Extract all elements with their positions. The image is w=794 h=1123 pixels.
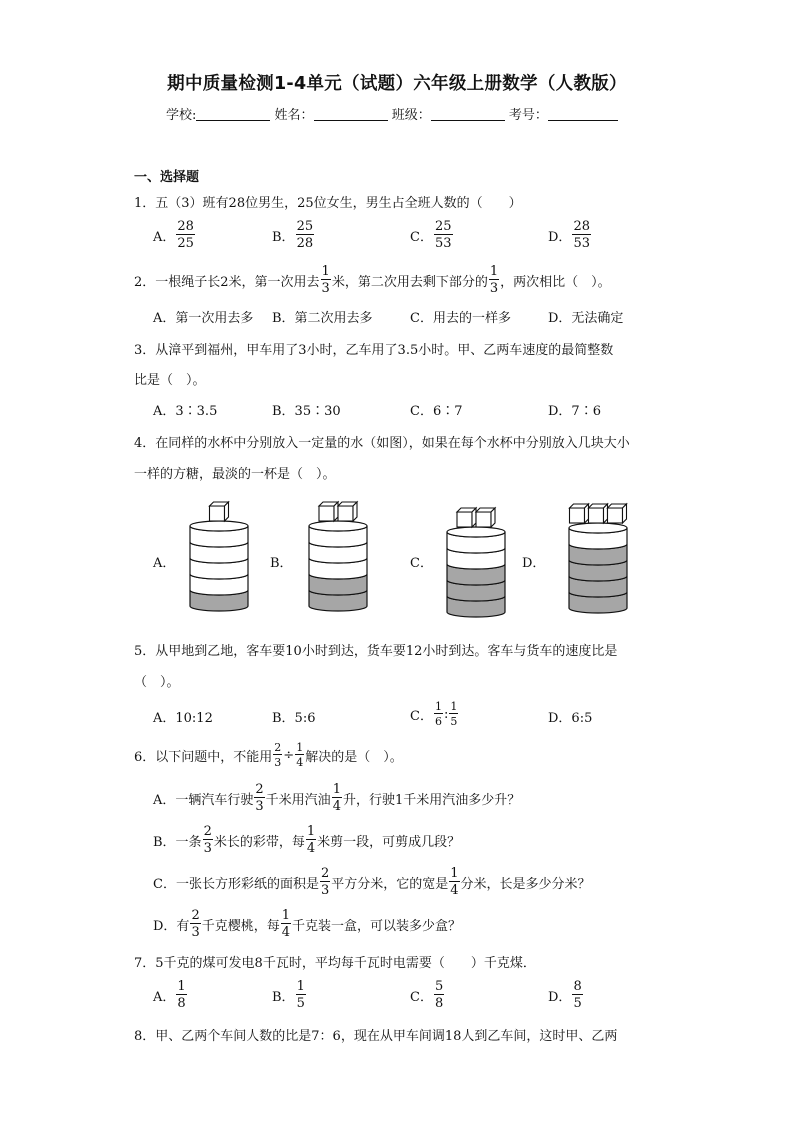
option-label: A． (153, 229, 176, 245)
numerator: 25 (434, 219, 452, 234)
fraction (489, 265, 499, 295)
fraction (296, 980, 306, 1010)
school-label: 学校: (166, 108, 197, 123)
name-label: 姓名： (274, 108, 314, 123)
denominator: 4 (450, 883, 459, 898)
cube-front (589, 508, 604, 523)
option-text: 米剪一段，可剪成几段？ (317, 834, 461, 850)
numerator: 2 (191, 908, 200, 923)
question-5-line-2: （ ）。 (134, 675, 180, 690)
cube-front (476, 512, 491, 527)
fraction (572, 980, 582, 1010)
denominator: 3 (274, 756, 282, 769)
option-text: 千克樱桃，每 (201, 918, 280, 934)
q6-option-c[interactable] (153, 867, 591, 897)
section-heading: 一、选择题 (134, 170, 200, 185)
stem-text: 2．一根绳子长2米，第一次用去 (134, 274, 320, 290)
cube-front (210, 506, 225, 521)
q5-option-d[interactable]: D．6:5 (548, 711, 593, 726)
q3-option-b[interactable]: B．35∶30 (272, 404, 341, 419)
q5-option-a[interactable]: A．10:12 (153, 711, 213, 726)
question-6-stem (134, 742, 403, 768)
cup-figure-d (558, 498, 638, 614)
q6-option-b[interactable] (153, 825, 460, 855)
numerator: 5 (434, 979, 444, 994)
option-label: A． (153, 989, 176, 1005)
question-4-line-2: 一样的方糖，最淡的一杯是（ ）。 (134, 467, 336, 482)
option-text: A．一辆汽车行驶 (153, 792, 254, 808)
denominator: 4 (332, 799, 341, 814)
q6-option-d[interactable] (153, 909, 461, 939)
stem-text: ，两次相比（ ）。 (500, 274, 611, 290)
cube-front (608, 508, 623, 523)
fraction (321, 265, 331, 295)
cube-front (570, 508, 585, 523)
fraction (176, 220, 195, 250)
fraction (449, 867, 459, 897)
cup-rim (569, 523, 627, 533)
cube-side (585, 504, 589, 523)
fraction (190, 909, 200, 939)
fraction (306, 825, 316, 855)
cube-front (319, 506, 334, 521)
numerator: 2 (203, 824, 212, 839)
q6-option-a[interactable] (153, 783, 520, 813)
numerator: 8 (573, 979, 582, 994)
cube-side (225, 502, 229, 521)
q7-option-b[interactable] (272, 980, 307, 1010)
q3-option-a[interactable]: A．3∶3.5 (153, 404, 218, 419)
option-text: 千米用汽油 (265, 792, 331, 808)
numerator: 1 (306, 824, 316, 839)
cube-side (472, 508, 476, 527)
denominator: 5 (450, 715, 458, 728)
numerator: 2 (255, 782, 264, 797)
option-text: 升，行驶1千米用汽油多少升？ (342, 792, 521, 808)
cube-side (491, 508, 495, 527)
denominator: 53 (434, 236, 452, 251)
q7-option-a[interactable] (153, 980, 188, 1010)
denominator: 53 (573, 236, 590, 251)
cup-figure-a (184, 494, 254, 612)
option-label: D． (548, 229, 572, 245)
option-label: D． (548, 989, 572, 1005)
q2-option-d[interactable]: D．无法确定 (548, 311, 624, 326)
denominator: 3 (255, 799, 264, 814)
divide-sign: ÷ (283, 747, 295, 763)
numerator: 1 (296, 741, 304, 754)
cube-side (623, 504, 627, 523)
option-text: 分米，长是多少分米？ (460, 876, 591, 892)
cup-figure-b (303, 496, 373, 612)
q4-option-b-label[interactable]: B． (270, 556, 293, 571)
cube-side (353, 502, 357, 521)
denominator: 4 (296, 756, 304, 769)
number-label: 考号： (508, 108, 548, 123)
fraction (254, 783, 264, 813)
q1-option-d[interactable] (548, 220, 592, 250)
q2-option-a[interactable]: A．第一次用去多 (153, 311, 254, 326)
question-1-stem: 1．五（3）班有28位男生，25位女生，男生占全班人数的（ ） (134, 196, 522, 211)
cup-figure-c (441, 504, 511, 618)
fraction (281, 909, 291, 939)
denominator: 3 (203, 841, 212, 856)
denominator: 4 (306, 841, 316, 856)
option-text: 千克装一盒，可以装多少盒？ (292, 918, 462, 934)
page-title: 期中质量检测1-4单元（试题）六年级上册数学（人教版） (167, 74, 627, 94)
numerator: 1 (177, 979, 186, 994)
q1-option-c[interactable] (410, 220, 454, 250)
numerator: 25 (296, 219, 314, 234)
denominator: 28 (296, 236, 314, 251)
cube-side (334, 502, 338, 521)
denominator: 3 (321, 281, 330, 296)
numerator: 28 (573, 219, 590, 234)
sugar-cube-icon (457, 508, 476, 527)
cube-front (457, 512, 472, 527)
cube-front (338, 506, 353, 521)
denominator: 3 (191, 925, 200, 940)
denominator: 5 (573, 996, 582, 1011)
denominator: 5 (296, 996, 305, 1011)
class-blank[interactable] (431, 108, 505, 121)
option-text: 米长的彩带，每 (213, 834, 305, 850)
q2-option-c[interactable]: C．用去的一样多 (410, 311, 511, 326)
q5-option-b[interactable]: B．5:6 (272, 711, 316, 726)
option-label: C． (410, 989, 433, 1005)
stem-text: 6．以下问题中，不能用 (134, 749, 273, 765)
numerator: 1 (450, 700, 458, 713)
fraction (572, 220, 591, 250)
cube-side (604, 504, 608, 523)
q3-option-c[interactable]: C．6∶7 (410, 404, 463, 419)
fraction (295, 742, 304, 768)
fraction (449, 701, 458, 727)
fraction (434, 220, 453, 250)
numerator: 1 (489, 264, 499, 279)
fraction (332, 783, 342, 813)
numerator: 1 (434, 700, 442, 713)
option-label: B． (272, 229, 295, 245)
question-5-line-1: 5．从甲地到乙地，客车要10小时到达，货车要12小时到达。客车与货车的速度比是 (134, 644, 618, 659)
sugar-cube-icon (319, 502, 338, 521)
stem-text: 米，第二次用去剩下部分的 (331, 274, 488, 290)
option-text: B．一条 (153, 834, 202, 850)
q7-option-d[interactable] (548, 980, 584, 1010)
option-label: B． (272, 989, 295, 1005)
name-blank[interactable] (314, 108, 388, 121)
numerator: 1 (332, 782, 341, 797)
q7-option-c[interactable] (410, 980, 445, 1010)
fraction (434, 701, 443, 727)
denominator: 3 (489, 281, 499, 296)
stem-text: 解决的是（ ）。 (305, 749, 403, 765)
q1-option-a[interactable] (153, 220, 196, 250)
q4-option-d-label[interactable]: D． (522, 556, 546, 571)
denominator: 6 (434, 715, 442, 728)
numerator: 1 (281, 908, 291, 923)
fraction (273, 742, 282, 768)
denominator: 8 (177, 996, 186, 1011)
sugar-cube-icon (338, 502, 357, 521)
q5-option-c[interactable] (410, 701, 459, 727)
cup-rim (190, 521, 248, 531)
q1-option-b[interactable] (272, 220, 315, 250)
fraction (176, 980, 186, 1010)
cup-rim (447, 527, 505, 537)
school-blank[interactable] (196, 108, 270, 121)
question-8-line-1: 8．甲、乙两个车间人数的比是7：6，现在从甲车间调18人到乙车间，这时甲、乙两 (134, 1029, 618, 1044)
numerator: 1 (321, 264, 330, 279)
numerator: 2 (320, 866, 330, 881)
sugar-cube-icon (210, 502, 229, 521)
denominator: 4 (281, 925, 291, 940)
option-text: D．有 (153, 918, 190, 934)
cup-rim (309, 521, 367, 531)
denominator: 25 (177, 236, 194, 251)
student-info-line (166, 104, 618, 123)
question-3-line-1: 3．从漳平到福州，甲车用了3小时，乙车用了3.5小时。甲、乙两车速度的最简整数 (134, 343, 614, 358)
numerator: 28 (177, 219, 194, 234)
sugar-cube-icon (608, 504, 627, 523)
numerator: 1 (450, 866, 459, 881)
numerator: 2 (274, 741, 282, 754)
fraction (320, 867, 330, 897)
fraction (203, 825, 213, 855)
question-7-stem: 7．5千克的煤可发电8千瓦时，平均每千瓦时电需要（ ）千克煤． (134, 956, 536, 971)
number-blank[interactable] (548, 108, 618, 121)
q4-option-a-label[interactable]: A． (153, 556, 176, 571)
question-3-line-2: 比是（ ）。 (134, 373, 206, 388)
q2-option-b[interactable]: B．第二次用去多 (272, 311, 373, 326)
ratio-separator: : (443, 706, 449, 722)
sugar-cube-icon (570, 504, 589, 523)
option-label: C． (410, 229, 433, 245)
fraction (434, 980, 444, 1010)
class-label: 班级： (391, 108, 431, 123)
q4-option-c-label[interactable]: C． (410, 556, 433, 571)
question-4-line-1: 4．在同样的水杯中分别放入一定量的水（如图），如果在每个水杯中分别放入几块大小 (134, 436, 630, 451)
option-label: C． (410, 708, 433, 724)
q3-option-d[interactable]: D．7∶6 (548, 404, 601, 419)
option-text: 平方分米，它的宽是 (331, 876, 449, 892)
denominator: 8 (434, 996, 444, 1011)
sugar-cube-icon (589, 504, 608, 523)
option-text: C．一张长方形彩纸的面积是 (153, 876, 319, 892)
sugar-cube-icon (476, 508, 495, 527)
denominator: 3 (320, 883, 330, 898)
fraction (296, 220, 315, 250)
question-2-stem (134, 265, 611, 295)
numerator: 1 (296, 979, 305, 994)
